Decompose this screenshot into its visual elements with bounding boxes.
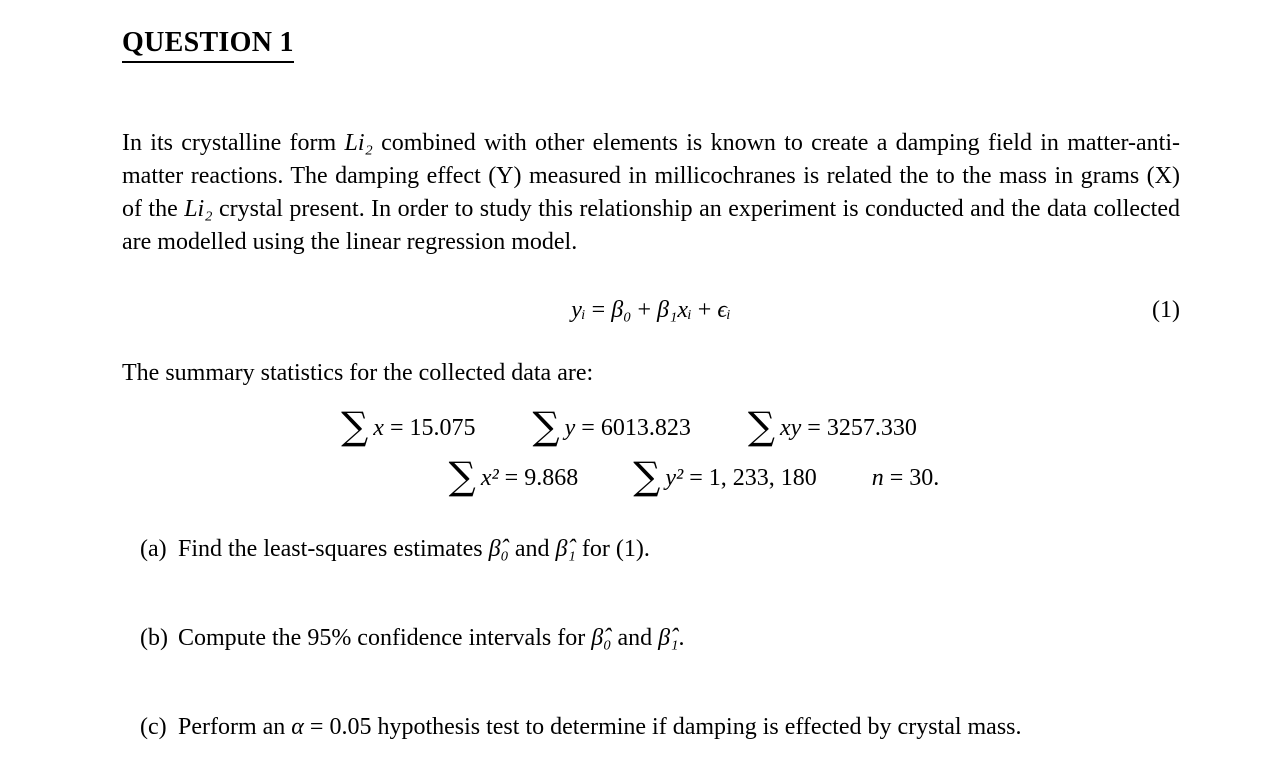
intro-text-1: In its crystalline form: [122, 130, 345, 156]
stat-sum-xy: [748, 400, 917, 450]
summary-statistics: [122, 400, 1180, 500]
stats-row-1: [100, 400, 1158, 450]
part-label: (b): [140, 625, 168, 651]
stat-n: [872, 456, 940, 500]
summation-symbol: ∑: [747, 404, 775, 448]
li2-symbol: Li₂: [184, 196, 213, 222]
part-label: (c): [140, 714, 167, 740]
beta0-hat: β̂₀: [488, 536, 509, 562]
beta1-x-term: β₁xᵢ: [657, 297, 692, 323]
epsilon-term: ϵᵢ: [717, 297, 731, 323]
alpha-symbol: α: [291, 714, 304, 740]
stat-expression: y: [564, 415, 576, 441]
stat-value: = 9.868: [504, 465, 579, 491]
part-text: [178, 622, 684, 655]
stat-expression: xy: [779, 415, 802, 441]
part-a: [140, 533, 1180, 566]
stat-expression: y²: [665, 465, 684, 491]
stat-value: = 30.: [889, 465, 940, 491]
stat-expression: x: [373, 415, 384, 441]
stat-sum-y: [533, 400, 691, 450]
summation-symbol: ∑: [341, 404, 369, 448]
equation-number: (1): [1152, 297, 1180, 323]
part-text-pre: Perform an: [178, 714, 292, 740]
stat-value: = 1, 233, 180: [689, 465, 817, 491]
stat-value: = 15.075: [389, 415, 476, 441]
beta1-hat: β̂₁: [658, 625, 679, 651]
part-b: [140, 622, 1180, 655]
stats-row-2: [165, 450, 1223, 500]
equals-sign: =: [585, 297, 612, 323]
question-title: QUESTION 1: [122, 28, 294, 63]
summary-intro: The summary statistics for the collected data are:: [122, 360, 594, 386]
part-text-post: .: [678, 625, 685, 651]
stat-value: = 6013.823: [581, 415, 691, 441]
part-text-mid: and: [508, 536, 556, 562]
part-text-mid: and: [611, 625, 659, 651]
stat-expression: n: [871, 465, 884, 491]
part-text: [178, 711, 1022, 744]
li2-symbol: Li₂: [344, 130, 373, 156]
regression-equation: [122, 294, 1180, 327]
stat-sum-x: [341, 400, 475, 450]
part-text: [178, 533, 650, 566]
equation-body: [571, 297, 731, 323]
summation-symbol: ∑: [448, 454, 476, 498]
plus-sign: +: [631, 297, 658, 323]
intro-text-2: combined with other elements is known to create a damping field in matter-anti-matter reactions. The damping effect (Y) measured in millicochranes is related the to the mass in grams (X) of the: [122, 130, 1181, 222]
intro-paragraph: [122, 127, 1180, 259]
plus-sign: +: [691, 297, 718, 323]
stat-sum-y-squared: [633, 450, 817, 500]
summation-symbol: ∑: [532, 404, 560, 448]
y-i-term: yᵢ: [571, 297, 586, 323]
part-label: (a): [140, 536, 167, 562]
part-text-pre: Compute the 95% confidence intervals for: [178, 625, 592, 651]
part-text-mid: = 0.05 hypothesis test to determine if damping is effected by crystal mass.: [303, 714, 1022, 740]
intro-text-3: crystal present. In order to study this relationship an experiment is conducted and the data collected are modelled using the linear regression model.: [122, 196, 1180, 255]
part-text-post: for (1).: [575, 536, 650, 562]
summation-symbol: ∑: [633, 454, 661, 498]
stat-sum-x-squared: [449, 450, 579, 500]
beta0-term: β₀: [611, 297, 632, 323]
part-c: [140, 711, 1180, 744]
stat-value: = 3257.330: [807, 415, 917, 441]
stat-expression: x²: [480, 465, 499, 491]
beta1-hat: β̂₁: [555, 536, 576, 562]
question-parts: [122, 533, 1180, 744]
part-text-pre: Find the least-squares estimates: [178, 536, 489, 562]
beta0-hat: β̂₀: [591, 625, 612, 651]
